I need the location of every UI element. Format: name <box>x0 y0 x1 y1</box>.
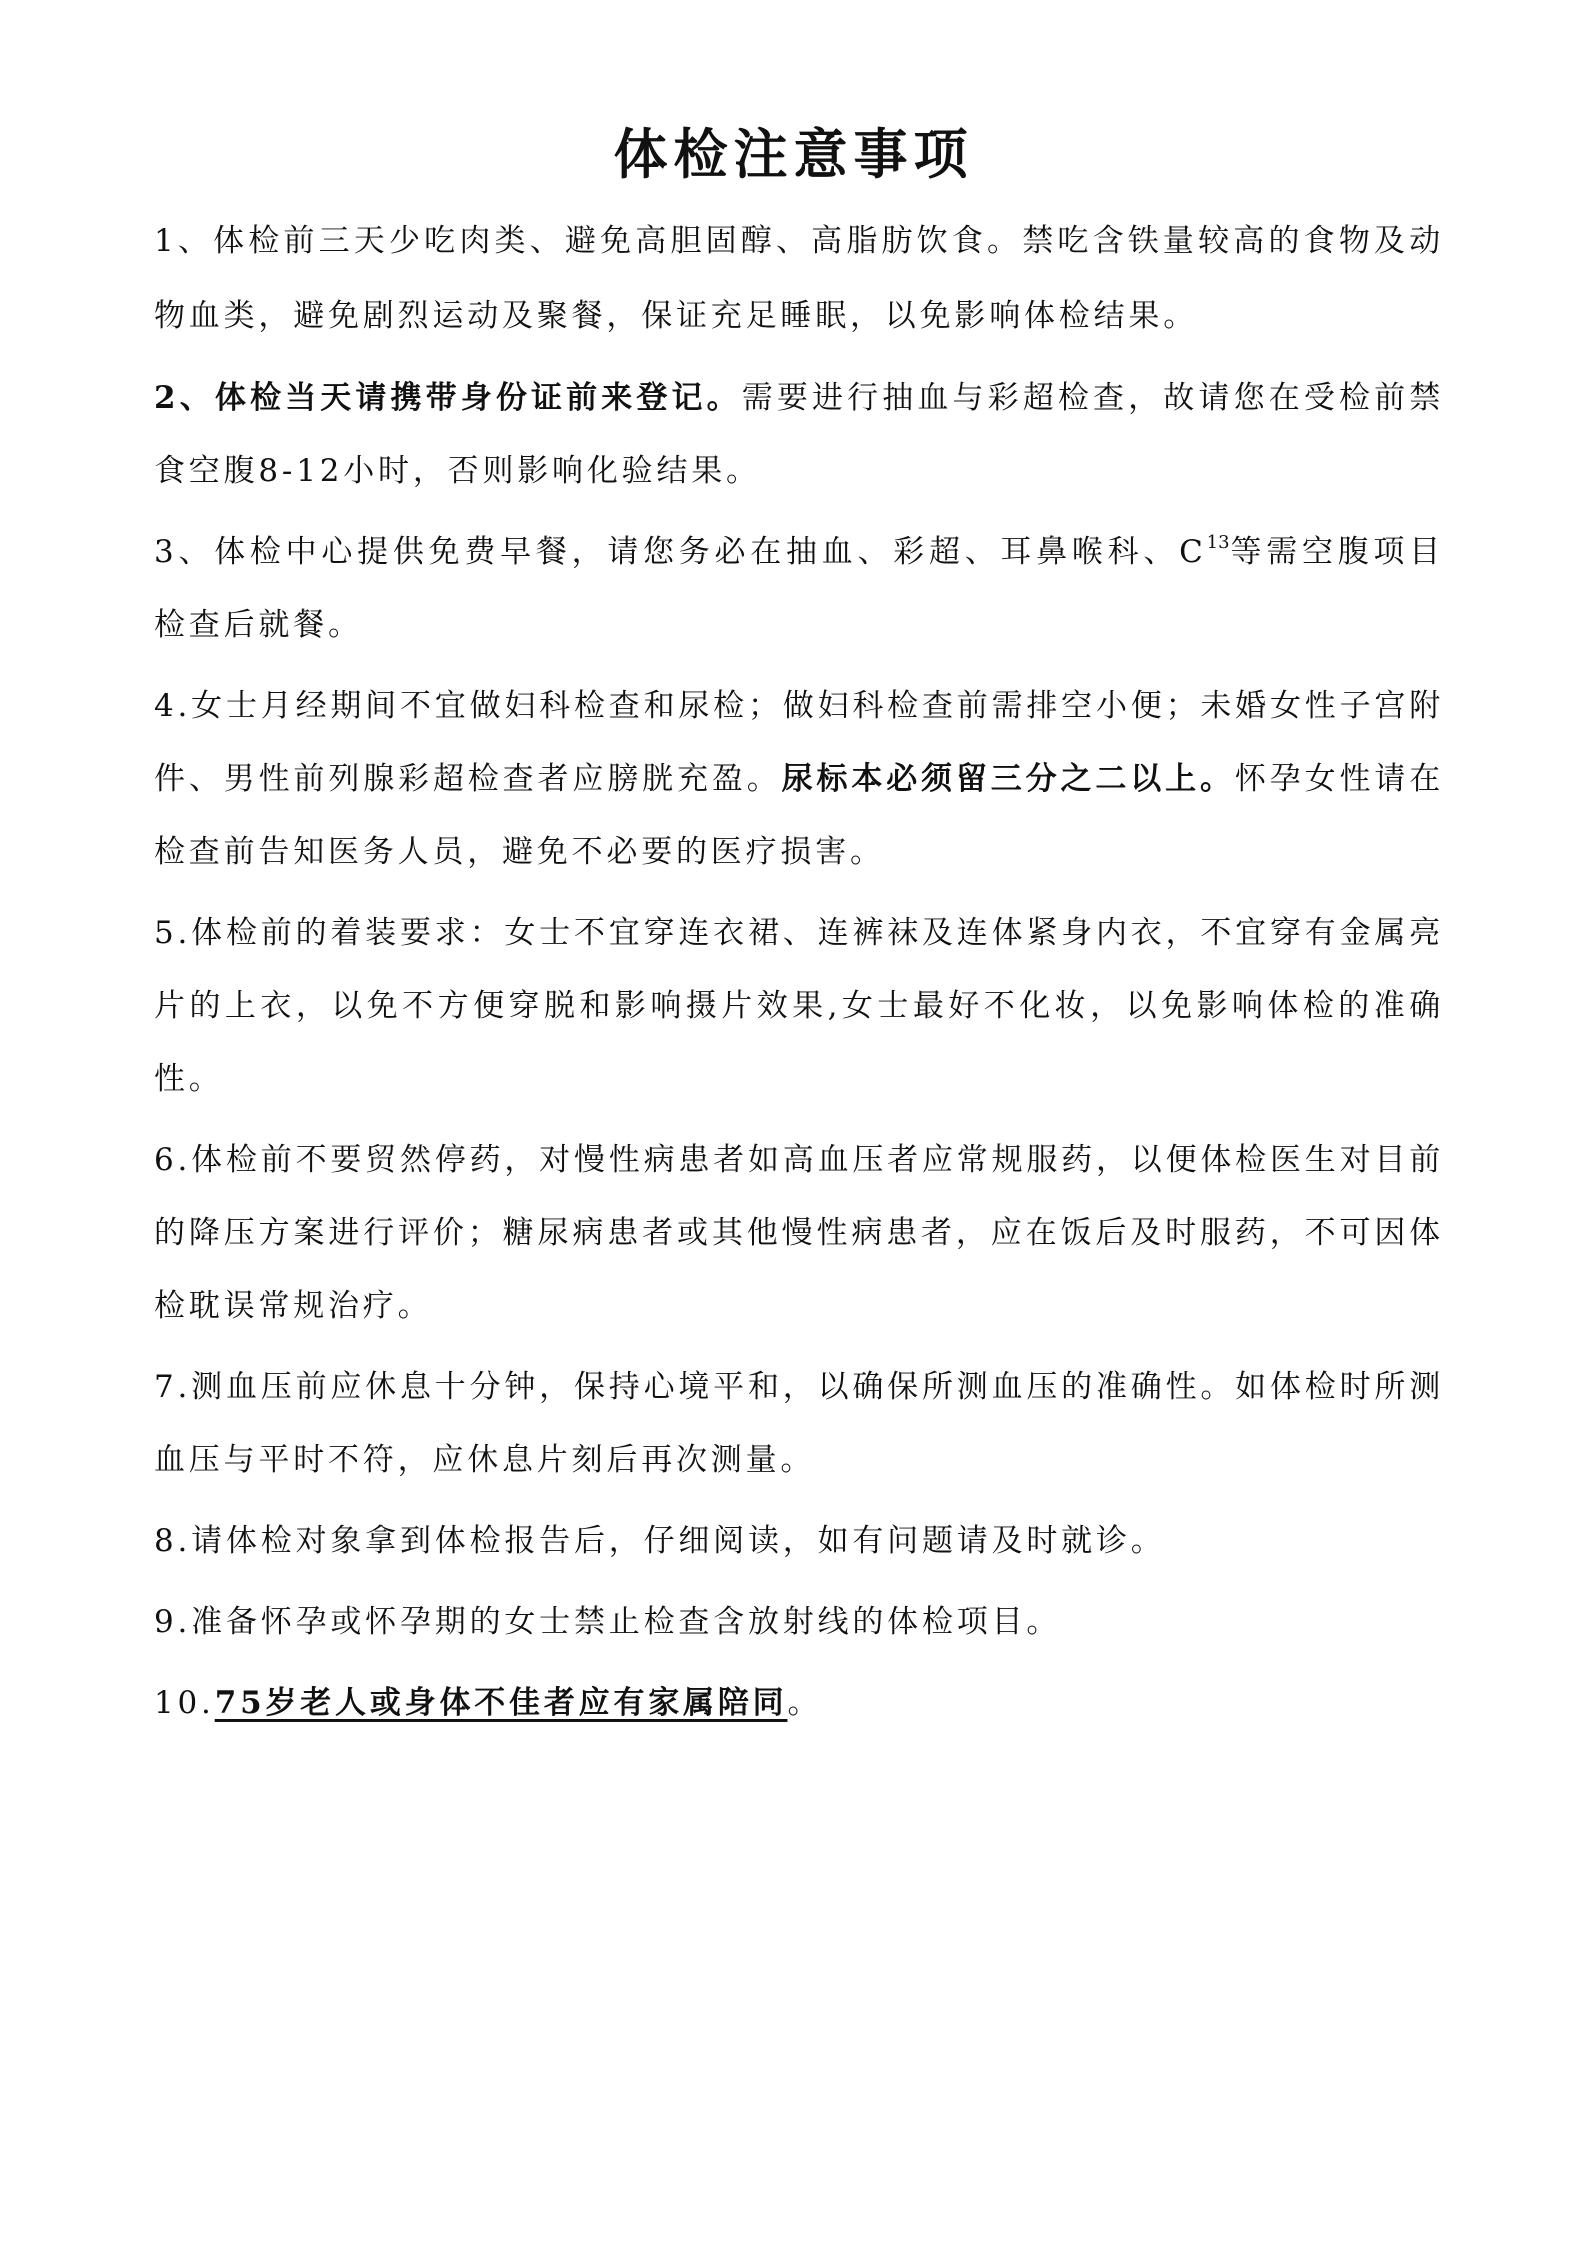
notice-item-2-text: 需要进行抽血与彩超检查，故请您在受检前禁食空腹8-12小时，否则影响化验结果。 <box>154 380 1445 489</box>
notice-item-1-text: 1、体检前三天少吃肉类、避免高胆固醇、高脂肪饮食。禁吃含铁量较高的食物及动物血类，避免剧烈运动及聚餐，保证充足睡眠，以免影响体检结果。 <box>154 223 1444 334</box>
notice-item-6-text: 6.体检前不要贸然停药，对慢性病患者如高血压者应常规服药，以便体检医生对目前的降压方案进行评价；糖尿病患者或其他慢性病患者，应在饭后及时服药，不可因体检耽误常规治疗。 <box>154 1142 1444 1324</box>
notice-item-9-text: 9.准备怀孕或怀孕期的女士禁止检查含放射线的体检项目。 <box>154 1604 1062 1640</box>
document-title: 体检注意事项 <box>613 123 974 186</box>
notice-item-4 <box>154 670 1444 889</box>
notice-item-10-number: 10. <box>154 1685 215 1721</box>
notice-item-1 <box>154 204 1444 354</box>
notice-item-4-text-after: 怀孕女性请在检查前告知医务人员，避免不必要的医疗损害。 <box>154 761 1444 870</box>
notice-item-2 <box>154 362 1444 508</box>
notice-item-8-text: 8.请体检对象拿到体检报告后，仔细阅读，如有问题请及时就诊。 <box>154 1523 1166 1559</box>
notice-item-8 <box>154 1505 1444 1578</box>
notice-item-4-text-before: 4.女士月经期间不宜做妇科检查和尿检；做妇科检查前需排空小便；未婚女性子宫附件、男性前列腺彩超检查者应膀胱充盈。 <box>154 688 1444 797</box>
notice-item-3-superscript: 13 <box>1206 532 1230 553</box>
notice-item-3-text-after: 等需空腹项目检查后就餐。 <box>154 534 1444 643</box>
notice-item-2-emphasis: 2、体检当天请携带身份证前来登记。 <box>154 380 742 416</box>
notice-item-7-text: 7.测血压前应休息十分钟，保持心境平和，以确保所测血压的准确性。如体检时所测血压与平时不符，应休息片刻后再次测量。 <box>154 1369 1444 1478</box>
notice-item-10-punctuation: 。 <box>787 1685 823 1721</box>
notice-item-10-underlined-text: 75岁老人或身体不佳者应有家属陪同 <box>214 1685 788 1721</box>
notice-item-3 <box>154 516 1444 662</box>
notice-item-5-text: 5.体检前的着装要求：女士不宜穿连衣裙、连裤袜及连体紧身内衣，不宜穿有金属亮片的上衣，以免不方便穿脱和影响摄片效果,女士最好不化妆，以免影响体检的准确性。 <box>154 915 1444 1097</box>
notice-item-9 <box>154 1586 1444 1659</box>
notice-item-10 <box>154 1667 1444 1740</box>
notice-item-3-text-before: 3、体检中心提供免费早餐，请您务必在抽血、彩超、耳鼻喉科、C <box>154 534 1207 570</box>
notice-item-7 <box>154 1351 1444 1497</box>
notice-list <box>154 204 1444 1748</box>
notice-item-5 <box>154 897 1444 1116</box>
notice-item-4-emphasis: 尿标本必须留三分之二以上。 <box>781 761 1235 797</box>
notice-item-6 <box>154 1124 1444 1343</box>
